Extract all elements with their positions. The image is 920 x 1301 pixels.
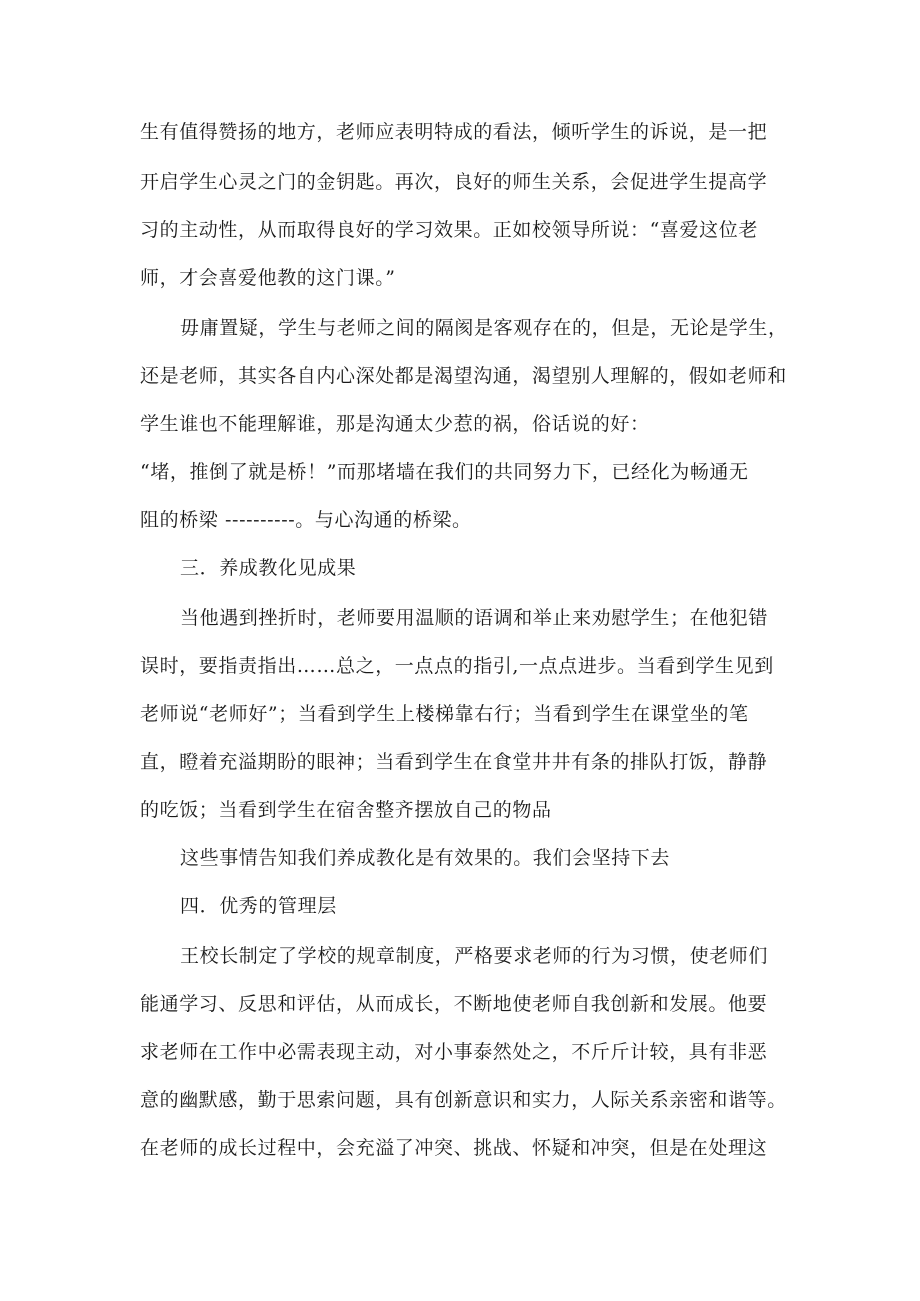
text-line: 阻的桥梁 ----------。与心沟通的桥梁。 bbox=[140, 509, 472, 531]
section-heading-four: 四．优秀的管理层 bbox=[180, 895, 337, 917]
paragraph-start-line: 当他遇到挫折时，老师要用温顺的语调和举止来劝慰学生；在他犯错 bbox=[180, 607, 769, 629]
text-line: 误时，要指责指出……总之，一点点的指引,一点点进步。当看到学生见到 bbox=[140, 655, 774, 677]
text-line: 能通学习、反思和评估，从而成长，不断地使老师自我创新和发展。他要 bbox=[140, 993, 768, 1015]
text-line: 还是老师，其实各自内心深处都是渴望沟通，渴望别人理解的，假如老师和 bbox=[140, 365, 787, 387]
paragraph-start-line: 王校长制定了学校的规章制度，严格要求老师的行为习惯，使老师们 bbox=[180, 945, 769, 967]
text-line: 开启学生心灵之门的金钥匙。再次，良好的师生关系，会促进学生提高学 bbox=[140, 171, 768, 193]
text-line: 学生谁也不能理解谁，那是沟通太少惹的祸，俗话说的好： bbox=[140, 413, 650, 435]
text-line: 在老师的成长过程中，会充溢了冲突、挑战、怀疑和冲突，但是在处理这 bbox=[140, 1137, 768, 1159]
text-line: 求老师在工作中必需表现主动，对小事泰然处之，不斤斤计较，具有非恶 bbox=[140, 1041, 768, 1063]
text-line: 师，才会喜爱他教的这门课。” bbox=[140, 267, 396, 289]
paragraph-start-line: 毋庸置疑，学生与老师之间的隔阂是客观存在的，但是，无论是学生， bbox=[180, 317, 788, 339]
text-line: 习的主动性，从而取得良好的学习效果。正如校领导所说：“喜爱这位老 bbox=[140, 219, 758, 241]
section-heading-three: 三．养成教化见成果 bbox=[180, 557, 357, 579]
text-line: 的吃饭；当看到学生在宿舍整齐摆放自己的物品 bbox=[140, 799, 552, 821]
text-line: “堵，推倒了就是桥！”而那堵墙在我们的共同努力下，已经化为畅通无 bbox=[140, 461, 749, 483]
text-line: 意的幽默感，勤于思索问题，具有创新意识和实力，人际关系亲密和谐等。 bbox=[140, 1089, 787, 1111]
text-line: 老师说“老师好”；当看到学生上楼梯靠右行；当看到学生在课堂坐的笔 bbox=[140, 703, 749, 725]
text-line: 直，瞪着充溢期盼的眼神；当看到学生在食堂井井有条的排队打饭，静静 bbox=[140, 751, 768, 773]
text-line: 生有值得赞扬的地方，老师应表明特成的看法，倾听学生的诉说，是一把 bbox=[140, 121, 768, 143]
paragraph-line: 这些事情告知我们养成教化是有效果的。我们会坚持下去 bbox=[180, 847, 671, 869]
